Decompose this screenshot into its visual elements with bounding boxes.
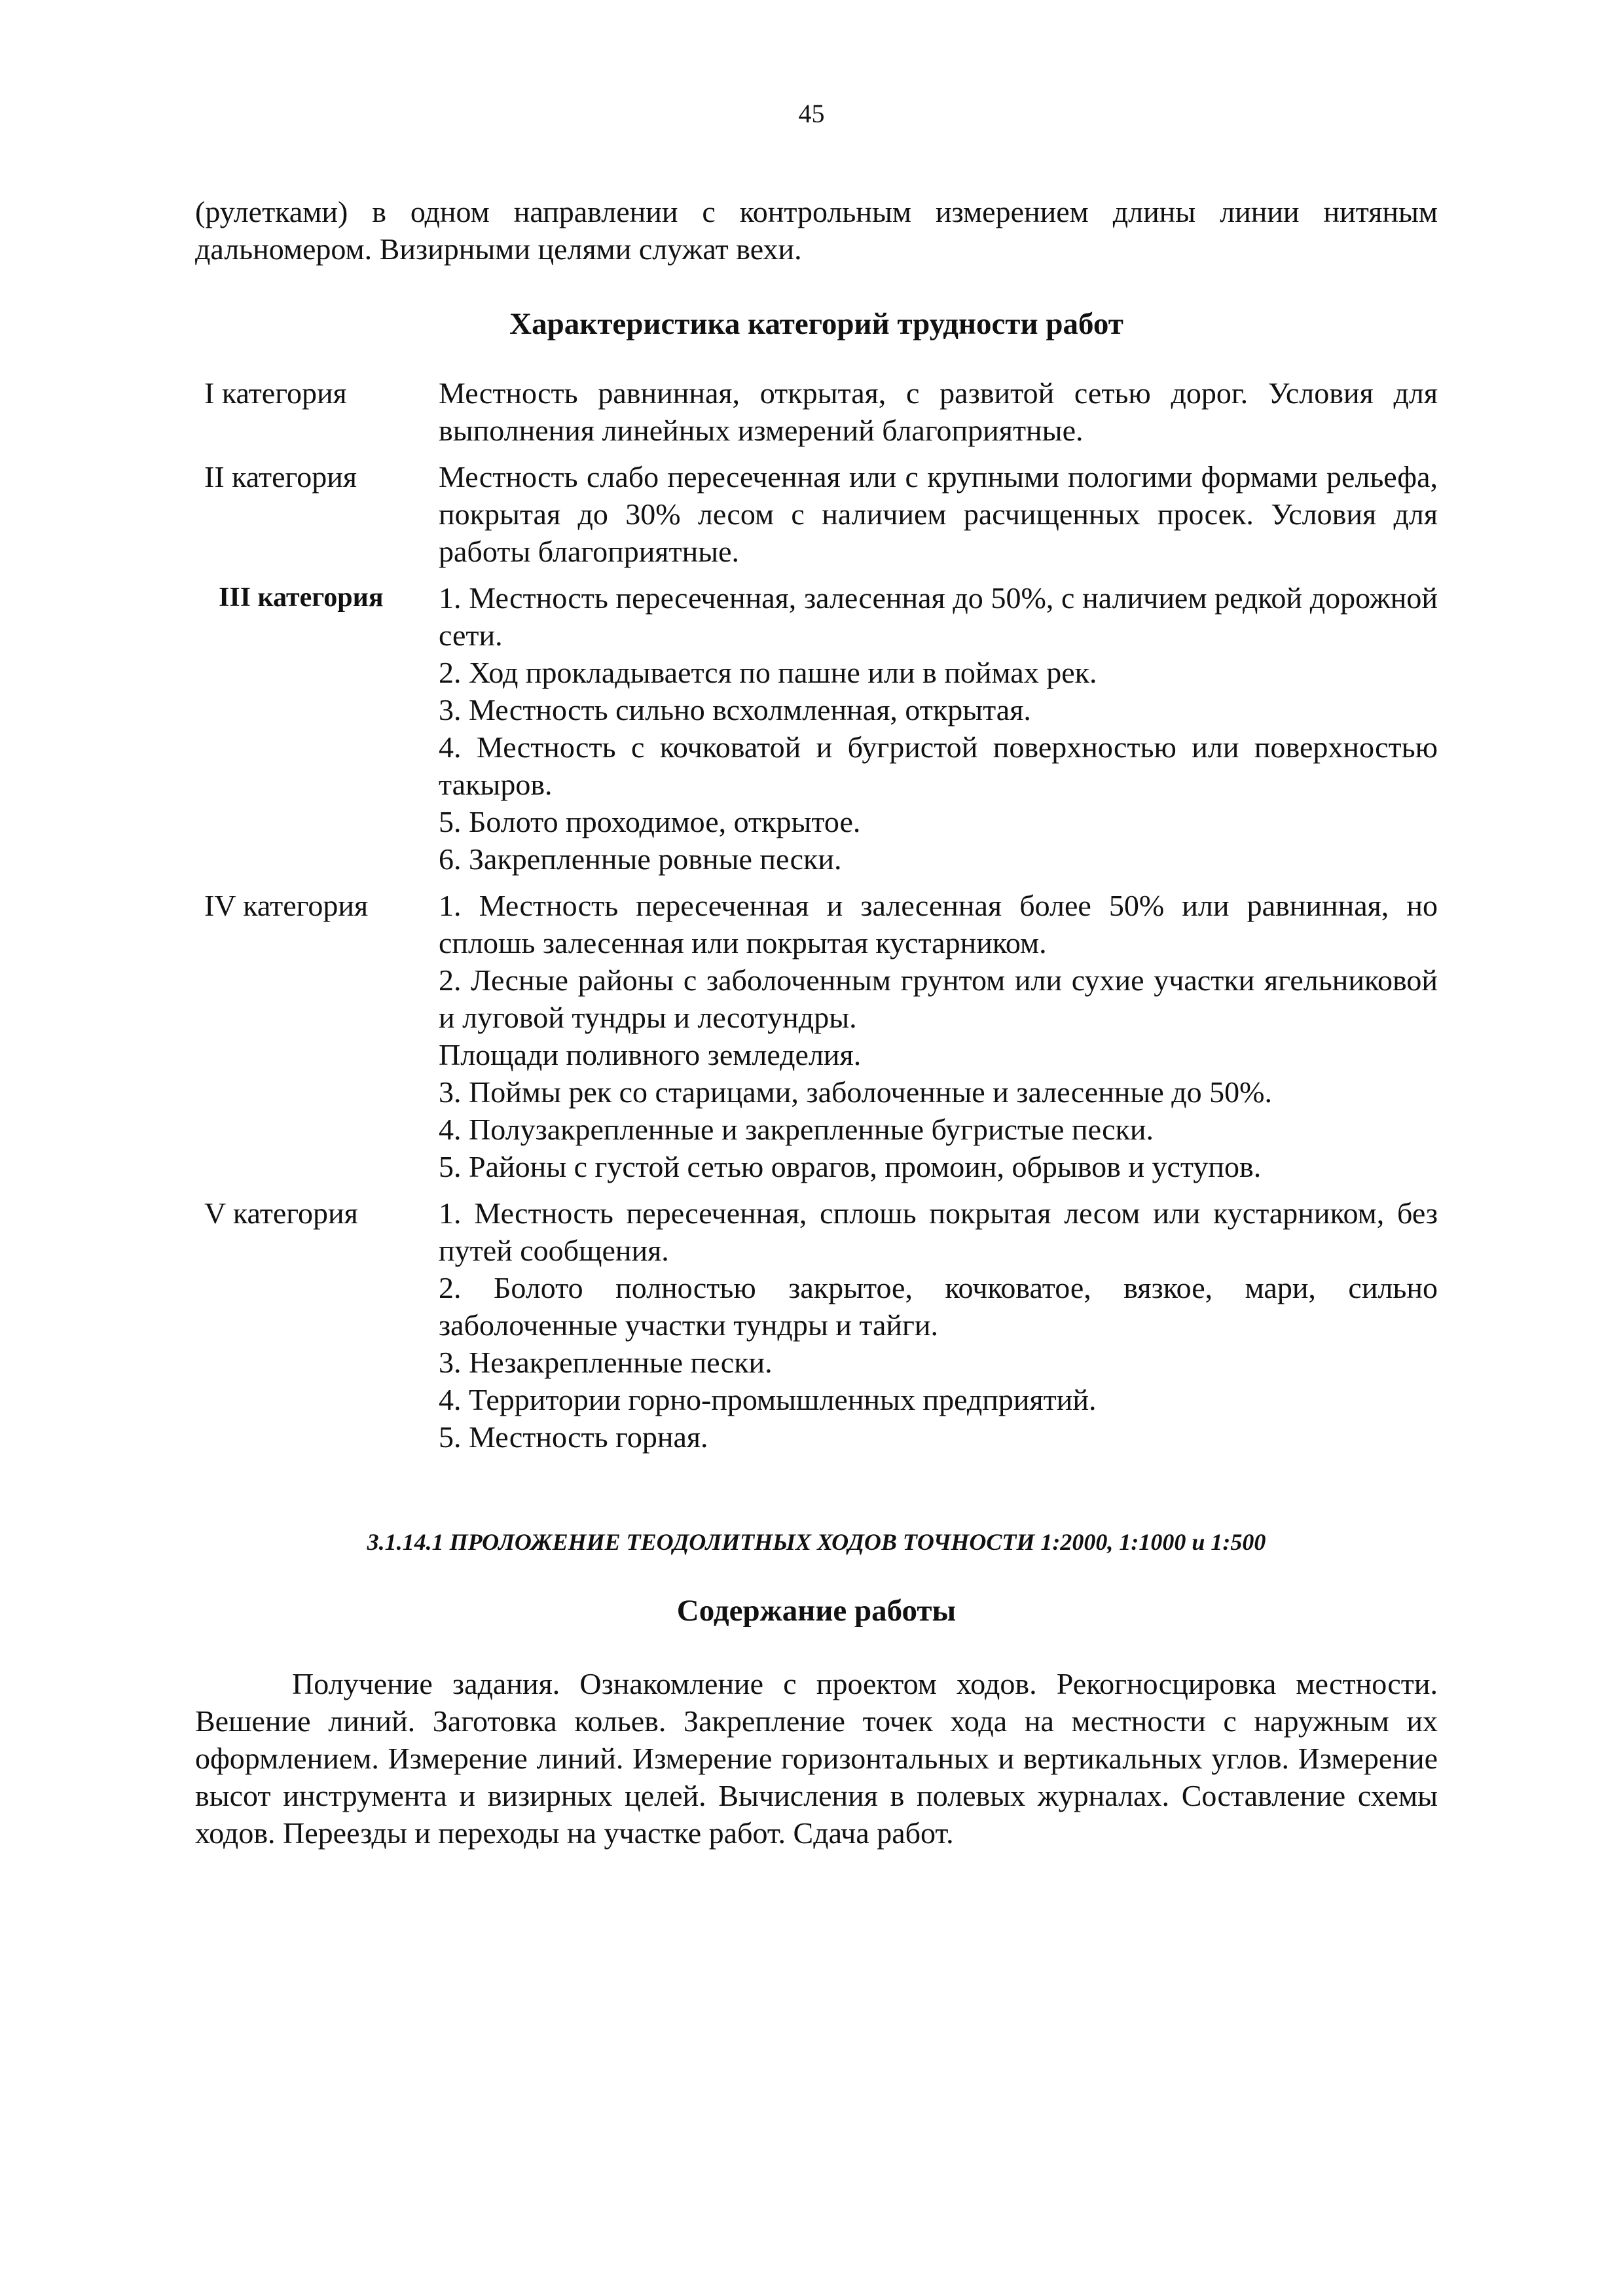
category-name: IV категория	[204, 889, 369, 922]
category-line: 4. Полузакрепленные и закрепленные бугристые пески.	[439, 1113, 1154, 1146]
category-row-5	[195, 1194, 1438, 1465]
category-line: 5. Районы с густой сетью оврагов, промоин, обрывов и уступов.	[439, 1150, 1262, 1183]
category-line: 3. Местность сильно всхолмленная, открытая.	[439, 693, 1031, 726]
category-line: Местность слабо пересеченная или с крупными пологими формами рельефа, покрытая до 30% лесом с наличием расчищенных просек. Условия для работы благоприятные.	[439, 460, 1438, 568]
categories-title: Характеристика категорий трудности работ	[509, 307, 1123, 341]
category-name: I категория	[204, 376, 347, 410]
category-line: 2. Болото полностью закрытое, кочковатое, вязкое, мари, сильно заболоченные участки тундры и тайги.	[439, 1271, 1438, 1342]
category-line: 2. Лесные районы с заболоченным грунтом или сухие участки ягельниковой и луговой тундры и лесотундры.	[439, 963, 1438, 1034]
category-line: 3. Поймы рек со старицами, заболоченные и залесенные до 50%.	[439, 1075, 1272, 1109]
category-name: V категория	[204, 1196, 358, 1230]
category-line: 5. Местность горная.	[439, 1420, 708, 1454]
page-content	[195, 193, 1438, 1852]
page-number: 45	[798, 99, 825, 128]
category-name: II категория	[204, 460, 357, 493]
category-line: 3. Незакрепленные пески.	[439, 1346, 773, 1379]
category-line: 1. Местность пересеченная и залесенная более 50% или равнинная, но сплошь залесенная или покрытая кустарником.	[439, 889, 1438, 960]
category-row-3	[195, 579, 1438, 887]
category-description	[439, 458, 1438, 579]
category-description	[439, 1194, 1438, 1465]
category-line: 1. Местность пересеченная, залесенная до 50%, с наличием редкой дорожной сети.	[439, 581, 1438, 652]
category-description	[439, 579, 1438, 887]
category-row-4	[195, 887, 1438, 1194]
categories-table	[195, 374, 1438, 1465]
category-line: 4. Местность с кочковатой и бугристой поверхностью или поверхностью такыров.	[439, 730, 1438, 801]
category-description	[439, 887, 1438, 1194]
section-heading: 3.1.14.1 ПРОЛОЖЕНИЕ ТЕОДОЛИТНЫХ ХОДОВ ТОЧНОСТИ 1:2000, 1:1000 и 1:500	[367, 1529, 1266, 1555]
work-content-paragraph: Получение задания. Ознакомление с проектом ходов. Рекогносцировка местности. Вешение линий. Заготовка кольев. Закрепление точек хода на местности с наружным их оформлением. Измерение линий. Измерение горизонтальных и вертикальных углов. Измерение высот инструмента и визирных целей. Вычисления в полевых журналах. Составление схемы ходов. Переезды и переходы на участке работ. Сдача работ.	[195, 1667, 1438, 1850]
intro-paragraph: (рулетками) в одном направлении с контрольным измерением длины линии нитяным дальномером. Визирными целями служат вехи.	[195, 195, 1438, 266]
category-line: 4. Территории горно-промышленных предприятий.	[439, 1383, 1097, 1416]
category-line: Местность равнинная, открытая, с развитой сетью дорог. Условия для выполнения линейных измерений благоприятные.	[439, 376, 1438, 447]
category-name: III категория	[219, 583, 384, 613]
category-line: 1. Местность пересеченная, сплошь покрытая лесом или кустарником, без путей сообщения.	[439, 1196, 1438, 1267]
category-line: 2. Ход прокладывается по пашне или в поймах рек.	[439, 656, 1097, 689]
category-row-2	[195, 458, 1438, 579]
category-line: 6. Закрепленные ровные пески.	[439, 842, 842, 876]
category-row-1	[195, 374, 1438, 458]
category-description	[439, 374, 1438, 458]
work-content-title: Содержание работы	[676, 1594, 957, 1628]
category-line: Площади поливного земледелия.	[439, 1038, 862, 1071]
category-line: 5. Болото проходимое, открытое.	[439, 805, 861, 838]
